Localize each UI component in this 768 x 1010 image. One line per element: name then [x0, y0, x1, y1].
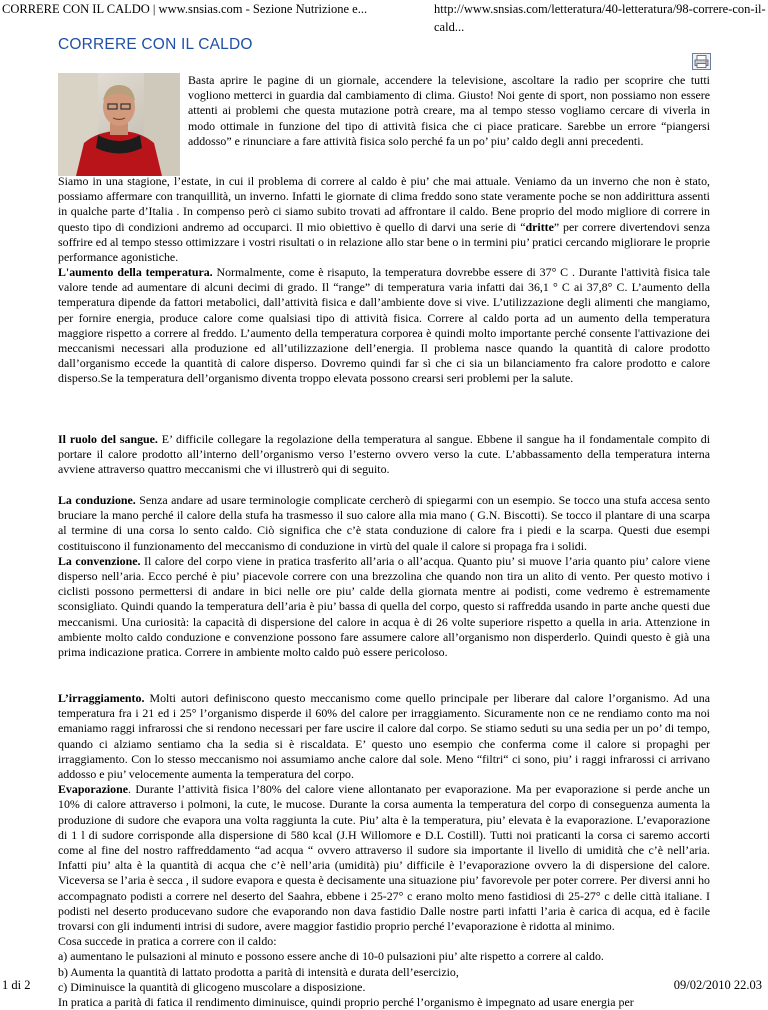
section-temperature — [58, 265, 710, 387]
section-radiation — [58, 691, 710, 1010]
section-heading: La conduzione. — [58, 493, 136, 507]
paragraph-summer: Siamo in una stagione, l’estate, in cui il problema di correre al caldo è piu’ che mai attuale. Veniamo da un inverno che non è stato, possiamo affermare con tranquillità, un inverno. Infatti le giornate di clima freddo sono state veramente poche se non addirittura assenti in qualche parte d’Italia . In compenso però ci siamo subito trovati ad affrontare il caldo. Bene proprio del modo migliore di correre in questo tipo di condizioni andremo ad occuparci. Il mio obiettivo è quello di darvi una serie di “dritte” per correre divertendovi senza soffrire ed al tempo stesso ottimizzare i vostri risultati o in relazione allo star bene o in termini piu’ pratici cercando migliorare le proprie performance agonistiche. — [58, 174, 710, 265]
header-page-url: http://www.snsias.com/letteratura/40-letteratura/98-correre-con-il-cald... — [434, 2, 766, 34]
printer-icon[interactable] — [692, 53, 711, 70]
article-intro — [188, 73, 710, 149]
list-item: a) aumentano le pulsazioni al minuto e possono essere anche di 10-0 pulsazioni piu’ alte rispetto a correre al caldo. — [58, 949, 604, 964]
paragraph-temperature: L'aumento della temperatura. Normalmente, come è risaputo, la temperatura dovrebbe essere di 37° C . Durante l'attività fisica tale valore tende ad aumentare di alcuni decimi di grado. Il “range” di temperatura varia infatti dai 36,1 ° C ai 37,8° C. L’aumento della temperatura dipende da fattori metabolici, dall’attività fisica e dall’ambiente dove si vive. L’utilizzazione degli alimenti che mangiamo, per fornire energia, produce calore come qualsiasi tipo di attività fisica. Correre al caldo porta ad un aumento della temperatura maggiore rispetto a correre al freddo. L’aumento della temperatura corporea è quindi molto importante perché consente l'attivazione dei meccanismi necessari alla produzione ed all’utilizzazione dell’energia. Il problema nasce quando la quantità di calore prodotto dall’organismo eccede la quantità di calore disperso. Dovremo quindi far sì che ci sia un bilanciamento fra calore prodotto e calore disperso.Se la temperatura dell’organismo diventa troppo elevata possono crearsi seri problemi per la salute. — [58, 265, 710, 386]
section-conduction — [58, 493, 710, 660]
section-heading: L’irraggiamento. — [58, 691, 145, 705]
list-item: b) Aumenta la quantità di lattato prodotta a parità di intensità e durata dell’esercizio, — [58, 964, 459, 979]
page-counter: 1 di 2 — [2, 978, 31, 992]
paragraph-radiation: L’irraggiamento. Molti autori definiscono questo meccanismo come quello principale per liberare dal calore l’organismo. Ad una temperatura fra i 21 ed i 25° l’organismo disperde il 60% del calore per irraggiamento. Sicuramente non ce ne rendiamo conto ma noi emaniamo raggi infrarossi che si rendono necessari per fare uscire il calore dal corpo. Se stiamo seduti su una sedia per un po’ di tempo, quando ci alziamo sentiamo cha la sedia si è riscaldata. E’ questo uno esempio che conferma come il calore si propaghi per irraggiamento. Con lo stesso meccanismo noi assumiamo anche calore dal sole. Meno “filtri“ ci sono, piu’ i raggi infrarossi ci arrivano addosso e piu’ velocemente aumenta la temperatura del corpo. — [58, 691, 710, 782]
author-photo — [58, 73, 180, 176]
section-heading: La convenzione. — [58, 553, 141, 568]
header-page-title: CORRERE CON IL CALDO | www.snsias.com - Sezione Nutrizione e... — [2, 2, 368, 16]
browser-print-header — [0, 0, 768, 34]
list-intro: Cosa succede in pratica a correre con il caldo: — [58, 934, 277, 949]
section-heading: L'aumento della temperatura. — [58, 265, 213, 279]
print-timestamp: 09/02/2010 22.03 — [673, 978, 762, 992]
dritte-emphasis: dritte — [525, 219, 554, 234]
closing-paragraph: In pratica a parità di fatica il rendimento diminuisce, quindi proprio perché l’organismo è impegnato ad usare energia per — [58, 995, 634, 1010]
section-heading: Evaporazione — [58, 782, 129, 797]
paragraph-convection: La convenzione. Il calore del corpo viene in pratica trasferito all’aria o all’acqua. Quanto piu’ si muove l’aria quanto piu’ calore viene disperso nell’aria. Ecco perché è piu’ piacevole correre con una brezzolina che quando non tira un alito di vento. Per questo motivo i ciclisti possono permettersi di andare in bici nelle ore piu’ calde della giornata mentre ai podisti, come vedremo è estremamente sconsigliato. Quindi quando la temperatura dell’aria è piu’ bassa di quella del corpo, questo si raffredda usando in parte anche questi due meccanismi. Una curiosità: la capacità di dispersione del calore in acqua è di 26 volte superiore rispetto a quella in aria. Attenzione in ambiente molto caldo conduzione e convenzione possono fare assumere calore all’organismo non disperderlo. Quindi questo è già una prima indicazione pratica. Correre in ambiente molto caldo può essere pericoloso. — [58, 553, 710, 660]
paragraph-conduction: La conduzione. Senza andare ad usare terminologie complicate cercherò di spiegarmi con un esempio. Se tocco una stufa accesa sento bruciare la mano perché il calore della stufa ha trasmesso il suo calore alla mia mano ( G.N. Biscotti). Se tocco il plantare di una scarpa al termine di una corsa lo sento caldo. Ciò significa che c’è stata conduzione di calore fra i piedi e la scarpa. Questi due esempi costituiscono il funzionamento del meccanismo di conduzione in virtù del quale il calore si propaga fra i solidi. — [58, 493, 710, 553]
section-summer — [58, 174, 710, 265]
list-item: c) Diminuisce la quantità di glicogeno muscolare a disposizione. — [58, 979, 366, 994]
article-title[interactable]: CORRERE CON IL CALDO — [58, 36, 253, 53]
section-heading: Il ruolo del sangue. — [58, 432, 158, 446]
paragraph-evaporation: Evaporazione. Durante l’attività fisica l’80% del calore viene allontanato per evaporazione. Ma per evaporazione si perde anche un 10% di calore attraverso i polmoni, la cute, le mucose. Durante la corsa aumenta la temperatura del corpo di conseguenza aumenta la produzione di sudore che evapora una volta raggiunta la cute. Piu’ alta è la temperatura, piu’ elevata è la evaporazione. L’evaporazione di 1 l di sudore corrisponde alla dispersione di 580 kcal (J.H Willomore e D.L Costill). Tutti noi praticanti la corsa ci saremo accorti come al fine del nostro raffreddamento “ad acqua “ ovvero attraverso il sudore sia importante il livello di umidità che c’è nell’aria. Infatti piu’ alta è la quantità di acqua che c’è nell’aria (umidità) piu’ difficile è l’evaporazione ovvero la di dispersione del calore. Viceversa se l’aria è secca , il sudore evapora e questa è decisamente una situazione piu’ favorevole per poter correre. Per diversi anni ho accompagnato podisti a correre nel deserto del Saahra, ebbene i 25-27° c erano molto meno fastidiosi di 25-27° c delle città italiane. I podisti nel deserto producevano sudore che evaporando non dava fastidio Dalle nostre parti infatti l’aria è carica di acqua, ed è facile trovarsi con gli indumenti intrisi di sudore, avere maggior fastidio proprio perché l’evaporazione è ridotta al minimo. — [58, 782, 710, 934]
paragraph-blood: Il ruolo del sangue. E’ difficile collegare la regolazione della temperatura al sangue. Ebbene il sangue ha il fondamentale compito di portare il calore prodotto all’interno dell’organismo verso l’esterno ovvero verso la cute. L’abbassamento della temperatura interna avviene attraverso quattro meccanismi che vi illustrerò qui di seguito. — [58, 432, 711, 477]
section-blood — [58, 432, 710, 478]
browser-print-footer — [0, 976, 768, 994]
intro-paragraph: Basta aprire le pagine di un giornale, accendere la televisione, ascoltare la radio per scoprire che tutti vogliono metterci in guardia dal cambiamento di clima. Giusto! Noi gente di sport, non possiamo non essere attenti ai problemi che questa mutazione potrà creare, ma al tempo stesso vogliamo cercare di viverla in modo ottimale in funzione del tipo di attività fisica che ci piace praticare. Sarebbe un errore “piangersi addosso” e rinunciare a fare attività fisica solo perché fa un po’ piu’ caldo degli anni precedenti. — [188, 73, 710, 148]
